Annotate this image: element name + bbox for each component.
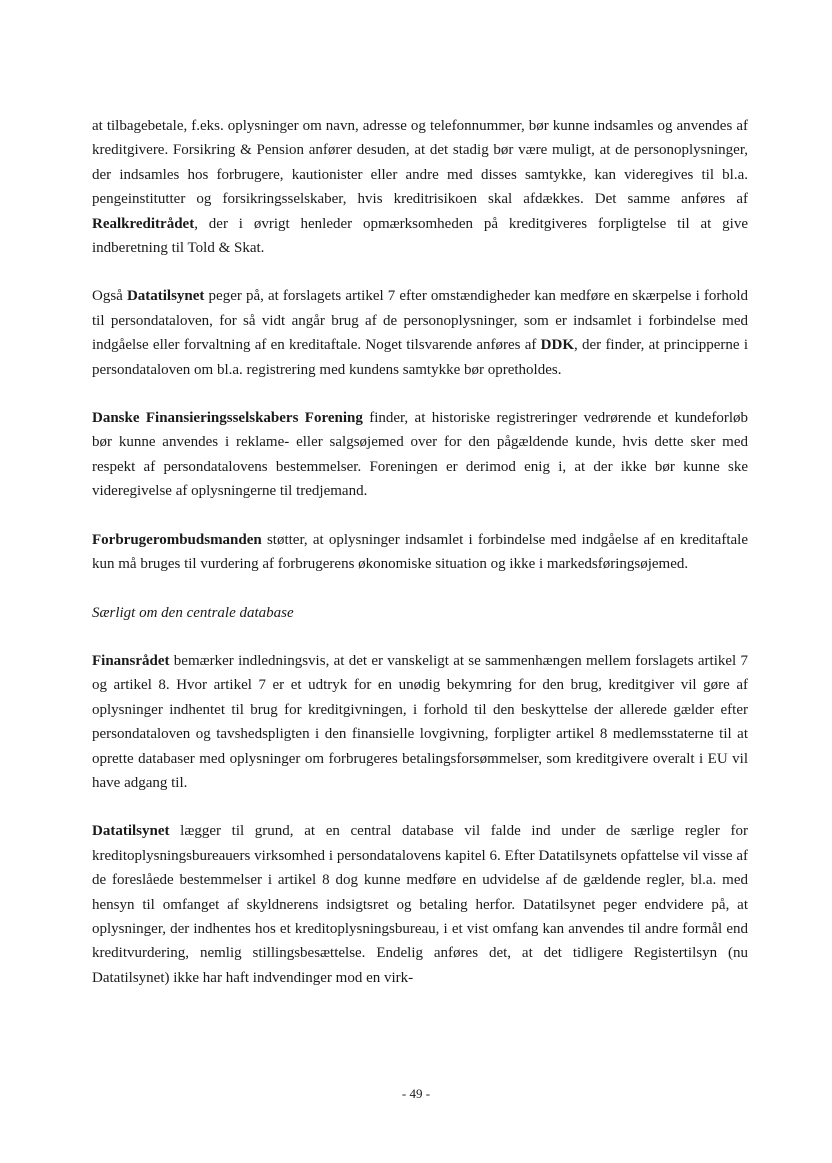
page-number: - 49 - xyxy=(401,1086,431,1101)
bold-term-realkreditraadet: Realkreditrådet xyxy=(92,215,195,232)
bold-term-ddk: DDK xyxy=(540,337,575,354)
paragraph-5: Finansrådet bemærker indledningsvis, at det er vanskeligt at se sammenhængen mellem forslagets artikel 7 og artikel 8. Hvor artikel 7 er et udtryk for en unødig bekymring for den brug, kreditgiver vil gøre af oplysninger indhentet til brug for kreditgivningen, i forhold til den beskyttelse der allerede gælder efter persondataloven og tavshedspligten i den finansielle lovgivning, forpligter artikel 8 medlemsstaterne til at oprette databaser med oplysninger om forbrugeres betalingsforsømmelser, som kreditgivere overalt i EU vil have adgang til. xyxy=(92,652,748,791)
paragraph-2: Også Datatilsynet peger på, at forslagets artikel 7 efter omstændigheder kan medføre en skærpelse i forhold til persondataloven, for så vidt angår brug af de personoplysninger, som er indsamlet i forbindelse med indgåelse eller forvaltning af en kreditaftale. Noget tilsvarende anføres af DDK, der finder, at principperne i persondataloven om bl.a. registrering med kundens samtykke bør opretholdes. xyxy=(92,288,748,378)
paragraph-6: Datatilsynet lægger til grund, at en central database vil falde ind under de særlige regler for kreditoplysningsbureauers virksomhed i persondatalovens kapitel 6. Efter Datatilsynets opfattelse vil visse af de foreslåede bestemmelser i artikel 8 dog kunne medføre en udvidelse af de gældende regler, bl.a. med hensyn til omfanget af skyldnerens indsigtsret og betaling herfor. Datatilsynet peger endvidere på, at oplysninger, der indhentes hos et kreditoplysningsbureau, i et vist omfang kan anvendes til andre formål end kreditvurdering, nemlig stillingsbesættelse. Endelig anføres det, at det tidligere Registertilsyn (nu Datatilsynet) ikke har haft indvendinger mod en virk- xyxy=(92,823,748,986)
bold-term-forbrugerombudsmanden: Forbrugerombudsmanden xyxy=(92,531,262,548)
paragraph-3: Danske Finansieringsselskabers Forening finder, at historiske registreringer vedrørende et kundeforløb bør kunne anvendes i reklame- eller salgsøjemed over for den pågældende kunde, hvis dette sker med respekt af persondatalovens bestemmelser. Foreningen er derimod enig i, at der ikke bør kunne ske videregivelse af oplysningerne til tredjemand. xyxy=(92,410,748,500)
bold-term-datatilsynet: Datatilsynet xyxy=(126,288,205,305)
bold-term-datatilsynet-2: Datatilsynet xyxy=(92,823,170,840)
paragraph-4: Forbrugerombudsmanden støtter, at oplysninger indsamlet i forbindelse med indgåelse af en kreditaftale kun må bruges til vurdering af forbrugerens økonomiske situation og ikke i markedsføringsøjemed. xyxy=(92,531,748,573)
bold-term-finansraadet: Finansrådet xyxy=(92,652,170,669)
section-heading: Særligt om den centrale database xyxy=(92,604,294,621)
bold-term-danske-finansieringsselskabers-forening: Danske Finansieringsselskabers Forening xyxy=(92,410,363,427)
paragraph-1: at tilbagebetale, f.eks. oplysninger om navn, adresse og telefonnummer, bør kunne indsamles og anvendes af kreditgivere. Forsikring & Pension anfører desuden, at det stadig bør være muligt, at de personoplysninger, der indsamles hos forbrugere, kautionister eller andre med disses samtykke, kan videregives til bl.a. pengeinstitutter og forsikringsselskaber, hvis kreditrisikoen skal afdækkes. Det samme anføres af Realkreditrådet, der i øvrigt henleder opmærksomheden på kreditgiveres forpligtelse til at give indberetning til Told & Skat. xyxy=(92,118,748,257)
document-body xyxy=(92,114,748,1014)
